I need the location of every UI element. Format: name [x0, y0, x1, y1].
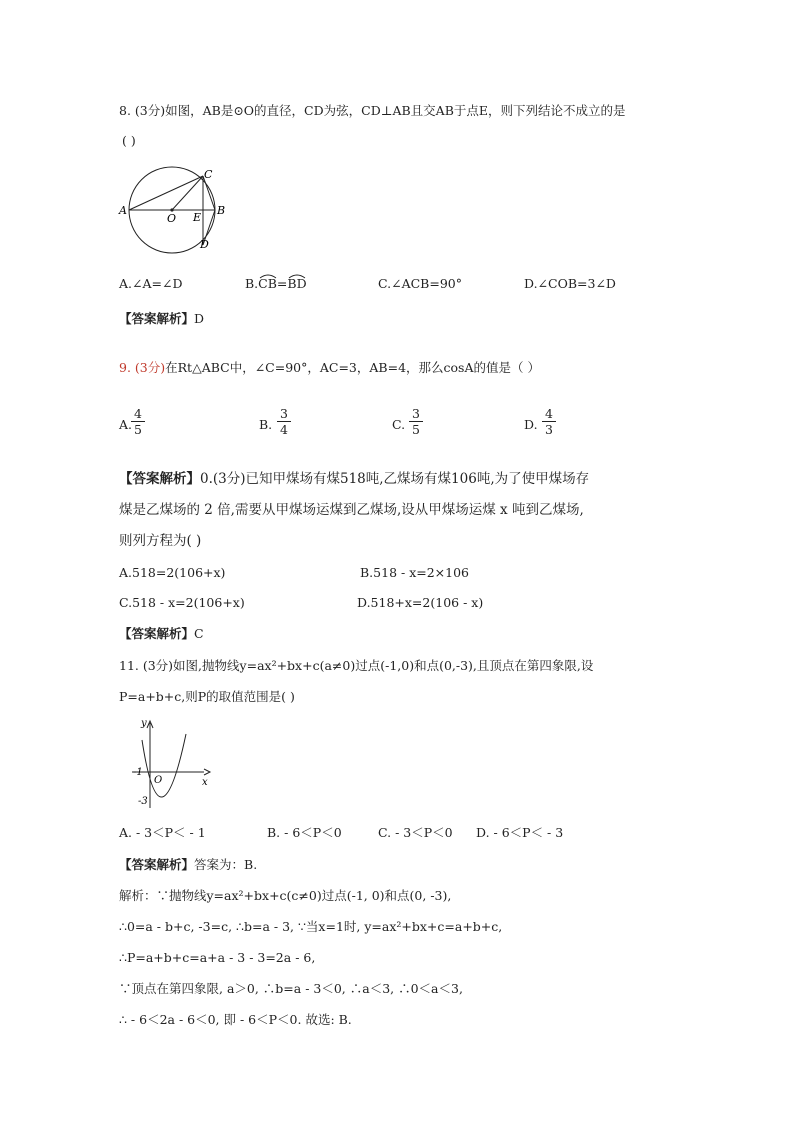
q9-option-a-fraction: $\frac{4}{5}$	[131, 406, 145, 437]
q11-answer	[119, 857, 257, 873]
label-minus3: -3	[138, 796, 148, 807]
q10-option-a: A.518=2(106+x)	[119, 565, 226, 580]
q8-answer	[119, 311, 204, 327]
segment-cb	[203, 176, 215, 210]
q9-option-b-fraction: $\frac{3}{4}$	[277, 406, 291, 437]
q11-option-d: D. - 6＜P＜ - 3	[476, 825, 564, 840]
q8-option-c: C.∠ACB=90°	[378, 276, 462, 291]
q11-solution-line1: 解析：∵抛物线y=ax²+bx+c(c≠0)过点(-1, 0)和点(0, -3),	[119, 888, 452, 903]
label-x: x	[202, 777, 208, 788]
q10-option-d: D.518+x=2(106 - x)	[357, 595, 484, 610]
label-d: D	[200, 238, 209, 251]
x-axis-arrow	[204, 769, 210, 775]
q10-line1	[119, 471, 589, 487]
q8-option-b-eq: =	[276, 276, 288, 291]
q10-answer	[119, 626, 204, 642]
arc-cb: CB	[258, 276, 277, 291]
answer-label: 【答案解析】	[119, 311, 195, 326]
q11-option-b: B. - 6＜P＜0	[267, 825, 342, 840]
arc-bd: BD	[287, 276, 307, 291]
q9-score: (3分)	[134, 360, 166, 375]
label-c: C	[204, 168, 213, 181]
q11-option-a: A. - 3＜P＜ - 1	[119, 825, 206, 840]
label-b: B	[217, 204, 226, 217]
label-a: A	[119, 204, 127, 217]
answer-value: 答案为：B.	[194, 857, 258, 872]
q10-option-c: C.518 - x=2(106+x)	[119, 595, 245, 610]
q9-option-b-label: B.	[259, 417, 273, 432]
answer-value: D	[194, 311, 205, 326]
q8-option-d: D.∠COB=3∠D	[524, 276, 616, 291]
q11-line1: 11. (3分)如图,抛物线y=ax²+bx+c(a≠0)过点(-1,0)和点(0,-3),且顶点在第四象限,设	[119, 658, 594, 673]
answer-label: 【答案解析】	[119, 626, 195, 641]
label-o: O	[167, 212, 177, 225]
q9-stem	[119, 360, 540, 376]
segment-oc	[172, 176, 203, 210]
q9-option-c-fraction: $\frac{3}{5}$	[409, 406, 423, 437]
q11-solution-line4: ∵顶点在第四象限, a＞0, ∴b=a - 3＜0, ∴a＜3, ∴0＜a＜3,	[119, 981, 463, 996]
q11-line2: P=a+b+c,则P的取值范围是( )	[119, 689, 295, 704]
label-e: E	[193, 211, 202, 224]
answer-label: 【答案解析】	[119, 857, 195, 872]
q8-answer-paren: ( )	[122, 133, 136, 148]
q9-option-c-label: C.	[392, 417, 406, 432]
q9-question: 在Rt△ABC中，∠C=90°，AC=3，AB=4，那么cosA的值是（ ）	[165, 360, 540, 375]
q11-solution-line2: ∴0=a - b+c, -3=c, ∴b=a - 3, ∵当x=1时, y=ax²+bx+c=a+b+c,	[119, 919, 503, 934]
q9-option-d-label: D.	[524, 417, 538, 432]
q11-solution-line5: ∴ - 6＜2a - 6＜0, 即 - 6＜P＜0. 故选: B.	[119, 1012, 352, 1027]
label-minus1: -1	[133, 767, 143, 778]
q10-line3: 则列方程为( )	[119, 533, 202, 549]
q10-line2: 煤是乙煤场的 2 倍,需要从甲煤场运煤到乙煤场,设从甲煤场运煤 x 吨到乙煤场,	[119, 502, 584, 518]
answer-label: 【答案解析】	[119, 471, 200, 487]
q10-option-b: B.518 - x=2×106	[360, 565, 469, 580]
q8-option-a: A.∠A=∠D	[119, 276, 183, 291]
label-o: O	[154, 775, 163, 786]
q8-option-b-label: B.	[245, 276, 259, 291]
q11-parabola-figure	[128, 712, 218, 812]
label-y: y	[141, 718, 147, 729]
q8-stem: 8. (3分)如图，AB是⊙O的直径，CD为弦，CD⊥AB且交AB于点E，则下列结论不成立的是	[119, 103, 626, 118]
parabola-curve	[142, 734, 186, 797]
q9-option-d-fraction: $\frac{4}{3}$	[542, 406, 556, 437]
q11-solution-line3: ∴P=a+b+c=a+a - 3 - 3=2a - 6,	[119, 950, 316, 965]
q11-option-c: C. - 3＜P＜0	[378, 825, 453, 840]
q9-option-a-label: A.	[119, 417, 133, 432]
q9-number: 9.	[119, 360, 131, 375]
q8-circle-figure	[116, 164, 232, 260]
answer-value: C	[194, 626, 204, 641]
q10-line1-text: 0.(3分)已知甲煤场有煤518吨,乙煤场有煤106吨,为了使甲煤场存	[200, 471, 590, 487]
q8-option-b	[245, 276, 307, 292]
